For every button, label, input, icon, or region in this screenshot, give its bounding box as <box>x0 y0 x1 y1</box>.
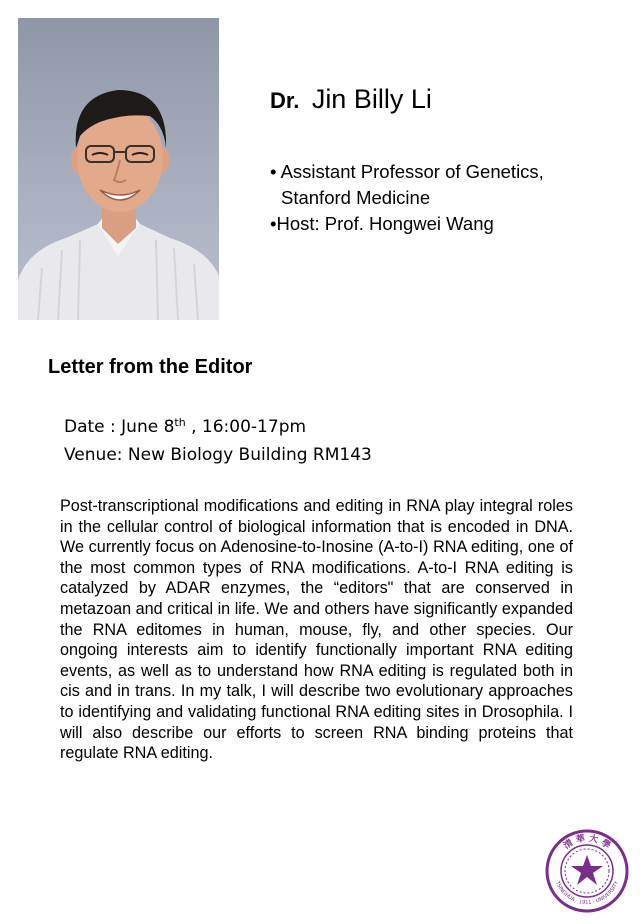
speaker-info-list <box>270 159 610 237</box>
university-seal <box>545 829 629 913</box>
seal-text-bottom: TSINGHUA · 1911 · UNIVERSITY <box>553 880 621 907</box>
event-date-line <box>64 413 372 441</box>
tsinghua-seal-logo <box>545 829 629 913</box>
speaker-photo <box>18 18 219 320</box>
event-date-ordinal: th <box>174 416 186 429</box>
speaker-fullname: Jin Billy Li <box>311 84 432 114</box>
seal-text-top: 清 華 大 學 <box>562 833 612 852</box>
section-heading: Letter from the Editor <box>48 356 253 378</box>
event-time: , 16:00-17pm <box>185 417 307 437</box>
speaker-portrait <box>18 18 219 320</box>
speaker-title: Dr. <box>270 88 300 113</box>
event-venue: Venue: New Biology Building RM143 <box>64 445 372 465</box>
position-line-1: • Assistant Professor of Genetics, <box>270 161 544 182</box>
position-line-2: Stanford Medicine <box>281 187 431 208</box>
event-details <box>64 413 372 469</box>
host-line: •Host: Prof. Hongwei Wang <box>270 213 494 234</box>
speaker-name-heading <box>270 84 432 115</box>
abstract-text: Post-transcriptional modifications and editing in RNA play integral roles in the cellular control of biological information that is encoded in DNA. We currently focus on Adenosine-to-Inosine (A-to-I) RNA editing, one of the most common types of RNA modifications. A-to-I RNA editing is catalyzed by ADAR enzymes, the “editors" that are conserved in metazoan and critical in life. We and others have significantly expanded the RNA editomes in human, mouse, fly, and other species. Our ongoing interests aim to identify functionally important RNA editing events, as well as to understand how RNA editing is regulated both in cis and in trans. In my talk, I will describe two evolutionary approaches to identifying and validating functional RNA editing sites in Drosophila. I will also describe our efforts to screen RNA binding proteins that regulate RNA editing. <box>60 497 573 763</box>
event-date: Date : June 8 <box>64 417 175 437</box>
